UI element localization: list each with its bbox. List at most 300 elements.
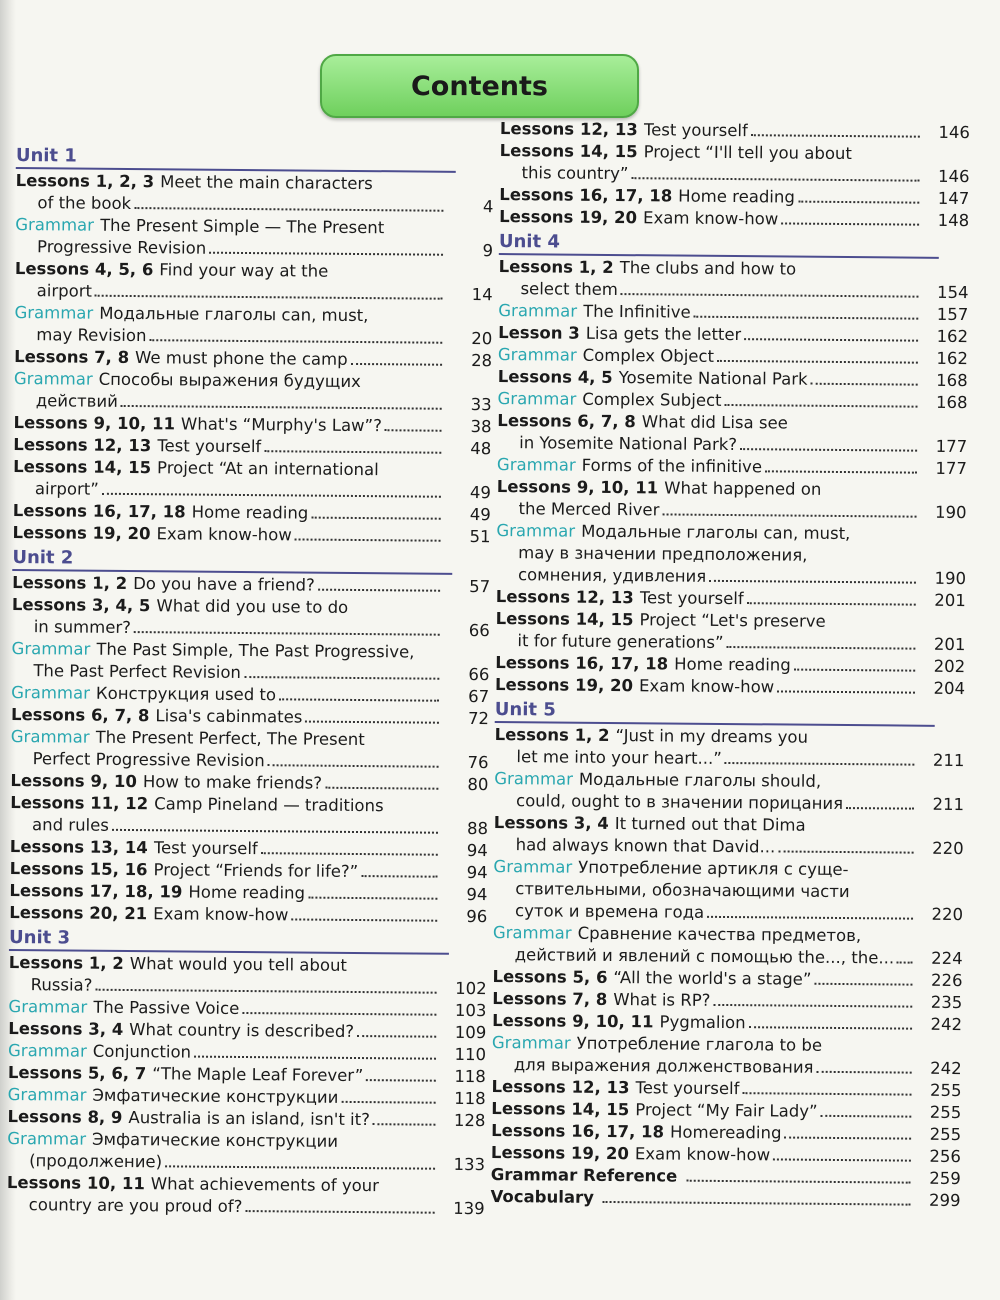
entry-title: Meet the main characters xyxy=(160,172,373,194)
dot-leader xyxy=(781,222,919,225)
page-number: 110 xyxy=(454,1044,487,1065)
page-number: 190 xyxy=(934,568,967,589)
entry-title: “All the world's a stage” xyxy=(613,968,812,989)
contents-title-badge xyxy=(320,54,639,118)
page-number: 204 xyxy=(933,678,966,699)
toc-entry xyxy=(10,792,488,840)
entry-title-continued: country are you proud of? xyxy=(28,1195,243,1217)
grammar-label: Grammar xyxy=(14,302,94,323)
page-number: 201 xyxy=(933,634,966,655)
entry-title: What would you tell about xyxy=(129,954,348,975)
toc-entry xyxy=(490,1186,960,1212)
dot-leader xyxy=(245,1210,434,1214)
dot-leader xyxy=(242,1012,436,1016)
dot-leader xyxy=(351,363,443,366)
lesson-label: Lessons 7, 8 xyxy=(14,346,130,367)
page-number: 256 xyxy=(929,1146,962,1167)
toc-entry xyxy=(498,256,968,304)
lesson-label: Lessons 16, 17, 18 xyxy=(495,652,669,674)
page-number: 94 xyxy=(466,884,488,905)
entry-title: Conjunction xyxy=(92,1041,192,1062)
dot-leader xyxy=(311,517,440,520)
lesson-label: Lessons 9, 10 xyxy=(10,770,137,792)
lesson-label: Lessons 1, 2 xyxy=(498,256,614,277)
entry-title: Project “Friends for life?” xyxy=(153,860,359,882)
toc-entry xyxy=(494,724,964,772)
toc-entry xyxy=(495,608,965,656)
grammar-label: Grammar xyxy=(13,368,93,389)
entry-title: Модальные глаголы can, must, xyxy=(99,303,369,326)
entry-title-continued: it for future generations” xyxy=(517,631,724,652)
toc-entry xyxy=(499,140,969,188)
lesson-label: Lessons 5, 6 xyxy=(492,966,608,987)
page-number: 109 xyxy=(454,1022,487,1043)
dot-leader xyxy=(279,698,439,701)
entry-title: Home reading xyxy=(674,654,791,675)
entry-title: Exam know-how xyxy=(642,208,779,229)
entry-title-continued: may Revision xyxy=(36,325,147,346)
entry-title: Home reading xyxy=(188,882,306,903)
dot-leader xyxy=(95,989,436,994)
page-number: 14 xyxy=(471,284,493,305)
entry-title: Модальные глаголы should, xyxy=(578,769,822,791)
dot-leader xyxy=(385,429,442,431)
page-number: 72 xyxy=(467,708,490,729)
entry-title-continued: Progressive Revision xyxy=(37,237,207,258)
page-number: 51 xyxy=(469,526,491,547)
page-number: 255 xyxy=(929,1124,962,1145)
lesson-label: Lessons 12, 13 xyxy=(499,118,638,140)
entry-title: Модальные глаголы can, must, xyxy=(581,521,851,544)
entry-title: What happened on xyxy=(664,478,822,499)
lesson-label: Lessons 8, 9 xyxy=(7,1106,123,1127)
page-title: Contents xyxy=(410,70,548,102)
entry-title-continued: could, ought to в значении порицания xyxy=(515,791,844,814)
lesson-label: Lessons 11, 12 xyxy=(10,792,149,814)
page-number: 66 xyxy=(468,664,490,685)
entry-title: Project “My Fair Lady” xyxy=(635,1100,818,1121)
page-number: 139 xyxy=(453,1198,485,1219)
entry-title-continued: airport xyxy=(36,281,93,301)
entry-title: What is RP? xyxy=(613,990,711,1010)
page-number: 220 xyxy=(932,838,964,859)
entry-title-continued: this country” xyxy=(521,163,629,184)
dot-leader xyxy=(357,1035,436,1038)
grammar-label: Grammar xyxy=(496,520,576,541)
entry-title: The Past Simple, The Past Progressive, xyxy=(96,639,415,662)
page-number: 162 xyxy=(936,326,969,347)
entry-title-continued: let me into your heart...” xyxy=(516,747,722,768)
toc-entry xyxy=(497,410,967,458)
lesson-label: Lessons 3, 4 xyxy=(493,812,609,833)
page-number: 168 xyxy=(935,392,968,413)
page-number: 76 xyxy=(467,752,489,773)
entry-title-continued: in summer? xyxy=(33,617,132,638)
entry-title: Конструкция used to xyxy=(95,683,277,705)
lesson-label: Lessons 1, 2 xyxy=(8,952,124,973)
page-number: 102 xyxy=(455,978,487,999)
lesson-label: Lessons 9, 10, 11 xyxy=(13,412,176,434)
lesson-label: Lessons 19, 20 xyxy=(494,674,634,696)
dot-leader xyxy=(308,897,437,900)
dot-leader xyxy=(112,829,438,834)
grammar-label: Grammar xyxy=(493,856,573,877)
lesson-label: Lessons 16, 17, 18 xyxy=(499,184,673,206)
dot-leader xyxy=(811,383,918,386)
lesson-label: Lessons 1, 2 xyxy=(12,572,128,593)
unit-heading: Unit 2 xyxy=(12,544,452,575)
entry-title-continued: Russia? xyxy=(30,975,93,995)
toc-entry xyxy=(14,302,492,350)
entry-title: Test yourself xyxy=(639,588,744,609)
dot-leader xyxy=(264,450,441,454)
page-number: 255 xyxy=(929,1080,962,1101)
grammar-label: Grammar xyxy=(11,638,91,659)
toc-line xyxy=(490,1186,960,1212)
page-number: 38 xyxy=(470,416,492,437)
toc-entry xyxy=(496,476,966,524)
toc-entry xyxy=(11,726,489,774)
grammar-label: Grammar xyxy=(496,454,576,475)
lesson-label: Lessons 16, 17, 18 xyxy=(491,1120,665,1142)
dot-leader xyxy=(194,1056,436,1060)
page-number: 201 xyxy=(934,590,966,611)
page-number: 80 xyxy=(467,774,489,795)
grammar-label: Grammar xyxy=(492,922,572,943)
lesson-label: Grammar Reference xyxy=(490,1164,678,1186)
lesson-label: Lessons 3, 4, 5 xyxy=(11,594,151,616)
entry-title-continued: для выражения долженствования xyxy=(513,1055,814,1077)
page-number: 259 xyxy=(929,1168,961,1189)
entry-title: How to make friends? xyxy=(142,772,323,793)
toc-entry xyxy=(11,638,489,686)
lesson-label: Lessons 17, 18, 19 xyxy=(9,880,183,902)
dot-leader xyxy=(134,207,443,212)
page-number: 133 xyxy=(453,1154,486,1175)
entry-title: Complex Subject xyxy=(582,389,722,410)
lesson-label: Lessons 13, 14 xyxy=(9,836,148,858)
lesson-label: Lessons 1, 2 xyxy=(494,724,610,745)
entry-title: Home reading xyxy=(678,186,795,207)
page-number: 128 xyxy=(453,1110,486,1131)
toc-entry xyxy=(9,902,487,928)
toc-line xyxy=(499,206,969,232)
lesson-label: Lessons 14, 15 xyxy=(491,1098,630,1120)
toc-entry xyxy=(12,522,490,548)
page-number: 118 xyxy=(454,1066,486,1087)
entry-title: Употребление артикля с суще- xyxy=(578,857,849,880)
entry-title: Project “Let's preserve xyxy=(639,610,826,631)
dot-leader xyxy=(747,602,916,605)
entry-title: The clubs and how to xyxy=(619,258,797,279)
entry-title: Forms of the infinitive xyxy=(581,455,763,477)
entry-title: What did you use to do xyxy=(156,596,349,617)
entry-title: The Infinitive xyxy=(582,301,691,322)
lesson-label: Lessons 14, 15 xyxy=(13,456,152,478)
entry-title: Test yourself xyxy=(643,120,748,141)
dot-leader xyxy=(268,764,439,767)
page-number: 157 xyxy=(936,304,969,325)
entry-title: The Present Perfect, The Present xyxy=(95,727,365,750)
toc-entry xyxy=(496,520,967,590)
dot-leader xyxy=(95,295,443,300)
page-number: 162 xyxy=(936,348,969,369)
page-number: 66 xyxy=(468,620,490,641)
lesson-label: Lessons 12, 13 xyxy=(491,1076,630,1098)
toc-entry xyxy=(7,1128,485,1176)
entry-title: Эмфатические конструкции xyxy=(91,1129,339,1151)
toc-entry xyxy=(9,952,487,1000)
lesson-label: Lessons 6, 7, 8 xyxy=(10,704,150,726)
dot-leader xyxy=(631,177,919,182)
dot-leader xyxy=(149,339,442,344)
toc-entry xyxy=(493,856,964,926)
dot-leader xyxy=(621,293,919,298)
dot-leader xyxy=(244,676,439,680)
contents-column-right xyxy=(490,118,969,1212)
dot-leader xyxy=(707,916,913,920)
dot-leader xyxy=(744,338,918,342)
page-number: 211 xyxy=(932,750,965,771)
lesson-label: Lessons 9, 10, 11 xyxy=(496,476,659,498)
dot-leader xyxy=(305,721,439,724)
dot-leader xyxy=(713,1004,912,1008)
lesson-label: Lessons 14, 15 xyxy=(499,140,638,162)
entry-title: Find your way at the xyxy=(159,260,329,281)
lesson-label: Vocabulary xyxy=(490,1186,595,1207)
lesson-label: Lesson 3 xyxy=(498,322,580,343)
dot-leader xyxy=(341,1101,435,1104)
toc-entry xyxy=(15,170,493,218)
entry-title-continued: действий xyxy=(35,391,118,411)
dot-leader xyxy=(709,580,916,584)
lesson-label: Lessons 14, 15 xyxy=(495,608,634,630)
grammar-label: Grammar xyxy=(7,1040,87,1061)
dot-leader xyxy=(725,404,918,408)
page-number: 177 xyxy=(935,458,968,479)
dot-leader xyxy=(134,631,440,636)
dot-leader xyxy=(209,252,443,256)
lesson-label: Lessons 15, 16 xyxy=(9,858,148,880)
entry-title: The Passive Voice xyxy=(93,997,240,1018)
page-number: 148 xyxy=(937,210,970,231)
page-number: 190 xyxy=(934,502,967,523)
toc-entry xyxy=(494,768,964,816)
dot-leader xyxy=(662,513,916,517)
dot-leader xyxy=(361,875,437,878)
toc-line xyxy=(495,674,965,700)
dot-leader xyxy=(366,1079,436,1082)
grammar-label: Grammar xyxy=(10,726,90,747)
entry-title: Test yourself xyxy=(157,436,262,457)
entry-title-continued: and rules xyxy=(31,815,109,835)
page-number: 226 xyxy=(930,970,963,991)
grammar-label: Grammar xyxy=(498,300,578,321)
grammar-label: Grammar xyxy=(494,768,574,789)
toc-entry xyxy=(493,922,963,970)
entry-title: Lisa gets the letter xyxy=(585,323,742,345)
lesson-label: Lessons 20, 21 xyxy=(9,902,148,924)
page-number: 202 xyxy=(933,656,966,677)
page-number: 48 xyxy=(470,438,492,459)
toc-entry xyxy=(7,1172,485,1220)
page-number: 220 xyxy=(931,904,964,925)
lesson-label: Lessons 4, 5, 6 xyxy=(14,258,154,280)
dot-leader xyxy=(749,1026,912,1029)
page-number: 49 xyxy=(469,482,492,503)
dot-leader xyxy=(784,1137,911,1140)
entry-title: What achievements of your xyxy=(150,1174,380,1196)
page-number: 94 xyxy=(466,862,488,883)
dot-leader xyxy=(794,669,915,672)
page-number: 242 xyxy=(930,1058,962,1079)
page-number: 88 xyxy=(466,818,489,839)
dot-leader xyxy=(798,201,919,204)
entry-title-continued: the Merced River xyxy=(518,499,660,520)
entry-title: Exam know-how xyxy=(634,1144,771,1165)
lesson-label: Lessons 1, 2, 3 xyxy=(15,170,155,192)
entry-title: Test yourself xyxy=(635,1078,740,1099)
lesson-label: Lessons 3, 4 xyxy=(8,1018,124,1039)
dot-leader xyxy=(318,589,440,592)
lesson-label: Lessons 19, 20 xyxy=(499,206,638,228)
lesson-label: Lessons 12, 13 xyxy=(495,586,634,608)
grammar-label: Grammar xyxy=(15,214,95,235)
toc-entry xyxy=(495,674,965,700)
entry-title-continued: сомнения, удивления xyxy=(517,565,707,586)
entry-title-continued: airport” xyxy=(34,479,99,499)
dot-leader xyxy=(694,316,919,320)
lesson-label: Lessons 16, 17, 18 xyxy=(12,500,186,522)
lesson-label: Lessons 9, 10, 11 xyxy=(492,1010,654,1032)
page-number: 211 xyxy=(932,794,965,815)
entry-title: Употребление глагола to be xyxy=(576,1033,823,1055)
grammar-label: Grammar xyxy=(7,1084,87,1105)
entry-title: Эмфатические конструкции xyxy=(92,1085,339,1107)
lesson-label: Lessons 19, 20 xyxy=(490,1142,629,1164)
entry-title-continued: ствительными, обозначающими части xyxy=(515,879,850,902)
dot-leader xyxy=(778,850,913,853)
entry-title: What's “Murphy's Law”? xyxy=(180,414,382,436)
page-number: 146 xyxy=(937,166,970,187)
page-number: 4 xyxy=(482,197,494,217)
entry-title-continued: суток и времена года xyxy=(515,901,705,922)
entry-title: Test yourself xyxy=(153,838,258,859)
dot-leader xyxy=(897,961,913,963)
entry-title: We must phone the camp xyxy=(135,348,348,369)
toc-entry xyxy=(15,214,493,262)
lesson-label: Lessons 7, 8 xyxy=(492,988,608,1009)
unit-heading: Unit 5 xyxy=(495,696,935,727)
page-number: 28 xyxy=(471,350,493,371)
grammar-label: Grammar xyxy=(8,996,88,1017)
entry-title: Exam know-how xyxy=(638,676,775,697)
dot-leader xyxy=(603,1201,911,1206)
toc-entry xyxy=(494,812,964,860)
page-number: 177 xyxy=(935,436,968,457)
entry-title: Camp Pineland — traditions xyxy=(154,794,384,816)
dot-leader xyxy=(325,787,438,790)
entry-title-continued: select them xyxy=(520,279,619,300)
dot-leader xyxy=(727,646,916,650)
entry-title-continued: действий и явлений с помощью the..., the... xyxy=(514,945,895,968)
dot-leader xyxy=(742,1092,911,1095)
page-number: 94 xyxy=(466,840,488,861)
dot-leader xyxy=(295,538,441,541)
page-number: 49 xyxy=(469,504,491,525)
page-number: 168 xyxy=(936,370,968,391)
lesson-label: Lessons 12, 13 xyxy=(13,434,152,456)
dot-leader xyxy=(717,360,918,364)
dot-leader xyxy=(777,690,915,693)
dot-leader xyxy=(821,1115,912,1118)
dot-leader xyxy=(102,493,441,498)
entry-title: It turned out that Dima xyxy=(614,814,806,835)
toc-line xyxy=(12,522,490,548)
dot-leader xyxy=(773,1158,911,1161)
grammar-label: Grammar xyxy=(11,682,91,703)
dot-leader xyxy=(121,405,442,410)
page-number: 118 xyxy=(454,1088,486,1109)
dot-leader xyxy=(740,448,917,452)
entry-title: “The Maple Leaf Forever” xyxy=(152,1064,364,1086)
entry-title: What did Lisa see xyxy=(641,412,788,433)
page-number: 57 xyxy=(469,576,491,597)
lesson-label: Lessons 19, 20 xyxy=(12,522,151,544)
entry-title: Homereading xyxy=(669,1122,782,1143)
page-number: 242 xyxy=(930,1014,963,1035)
page-number: 67 xyxy=(468,686,490,707)
entry-title: The Present Simple — The Present xyxy=(99,215,385,238)
entry-title: Complex Object xyxy=(582,345,715,366)
page-number: 224 xyxy=(931,948,963,969)
dot-leader xyxy=(751,134,920,137)
entry-title-continued: in Yosemite National Park? xyxy=(519,433,738,455)
entry-title-continued: of the book xyxy=(37,193,132,214)
page-number: 255 xyxy=(929,1102,962,1123)
lesson-label: Lessons 5, 6, 7 xyxy=(7,1062,147,1084)
entry-title: Project “I'll tell you about xyxy=(643,142,852,164)
entry-title: Exam know-how xyxy=(153,904,289,925)
page-number: 147 xyxy=(937,188,970,209)
entry-title-continued: The Past Perfect Revision xyxy=(33,661,242,682)
dot-leader xyxy=(814,983,912,986)
entry-title-continued: Perfect Progressive Revision xyxy=(32,749,265,771)
entry-title: What country is described? xyxy=(129,1020,355,1041)
toc-entry xyxy=(15,258,493,306)
entry-title-continued: may в значении предположения, xyxy=(518,543,808,565)
dot-leader xyxy=(846,807,914,810)
unit-heading: Unit 3 xyxy=(9,924,449,955)
unit-heading: Unit 4 xyxy=(499,228,939,259)
lesson-label: Lessons 6, 7, 8 xyxy=(497,410,636,432)
dot-leader xyxy=(686,1180,910,1184)
entry-title: Pygmalion xyxy=(659,1012,746,1033)
page-number: 146 xyxy=(938,122,970,143)
dot-leader xyxy=(165,1165,435,1169)
page-number: 299 xyxy=(928,1190,961,1211)
page-number: 235 xyxy=(930,992,963,1013)
dot-leader xyxy=(765,470,917,473)
entry-title-continued: (продолжение) xyxy=(29,1151,163,1172)
page-number: 154 xyxy=(936,282,969,303)
toc-line xyxy=(9,902,487,928)
entry-title: Home reading xyxy=(191,502,309,523)
entry-title-continued: had always known that David... xyxy=(515,835,776,857)
entry-title: Do you have a friend? xyxy=(133,574,315,595)
grammar-label: Grammar xyxy=(7,1128,87,1149)
entry-title: Australia is an island, isn't it? xyxy=(128,1108,371,1130)
